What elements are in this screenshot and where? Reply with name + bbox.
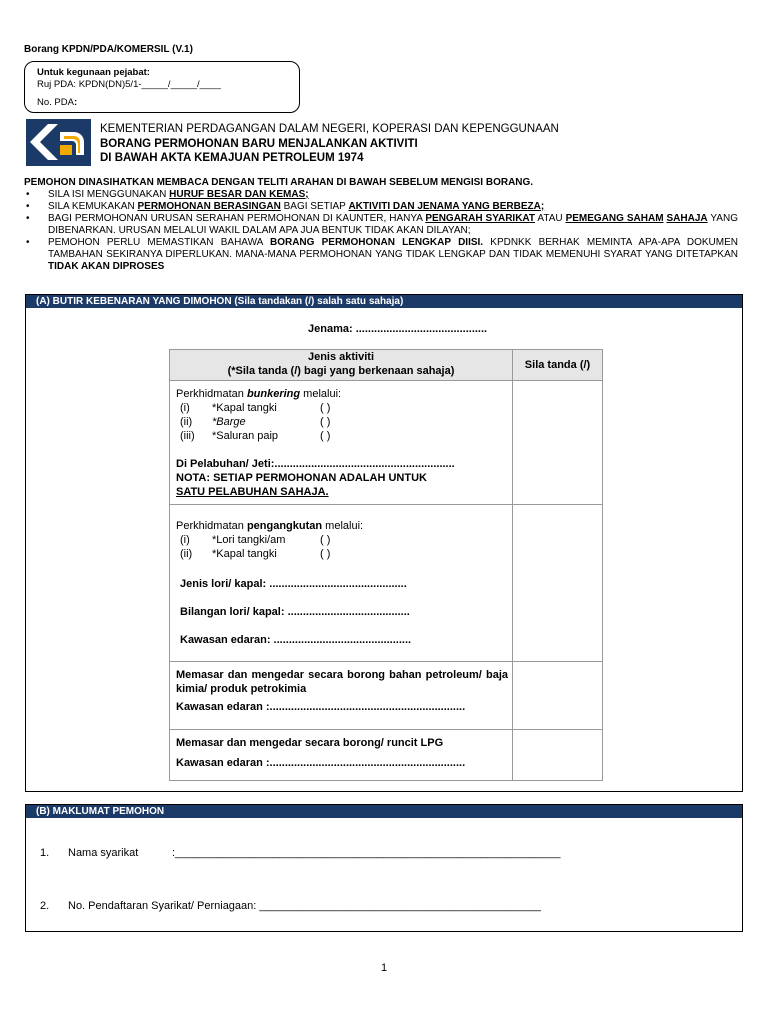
bullet-icon: • — [26, 189, 30, 200]
jenis-lori-field[interactable]: Jenis lori/ kapal: ............................................. — [180, 578, 407, 590]
instruction-text: SILA ISI MENGGUNAKAN — [48, 189, 170, 200]
instruction-item — [24, 189, 738, 201]
office-ref: Ruj PDA: KPDN(DN)5/1-_____/_____/____ — [37, 79, 221, 90]
jenama-field[interactable]: Jenama: ........................................... — [308, 323, 488, 335]
instructions — [24, 177, 738, 273]
option-row[interactable]: (ii) *Kapal tangki ( ) — [176, 547, 508, 561]
instruction-emphasis: TIDAK AKAN DIPROSES — [48, 261, 165, 272]
instruction-item — [24, 213, 738, 237]
petroleum-activity: Memasar dan mengedar secara borong bahan petroleum/ baja kimia/ produk petrokimia — [176, 669, 508, 695]
table-header-row — [170, 350, 603, 381]
office-use-box — [24, 61, 300, 113]
lpg-cell — [170, 730, 513, 781]
instruction-emphasis: HURUF BESAR DAN KEMAS; — [169, 189, 309, 200]
nama-syarikat-label: Nama syarikat — [68, 847, 139, 859]
tick-box: ( ) — [320, 416, 331, 428]
bullet-icon: • — [26, 237, 30, 248]
tick-box: ( ) — [320, 430, 331, 442]
kawasan-edaran-field[interactable]: Kawasan edaran :................................................................ — [176, 757, 466, 769]
no-pendaftaran-field[interactable]: No. Pendaftaran Syarikat/ Perniagaan: ______________________________________________ — [68, 900, 541, 912]
document-header — [100, 122, 559, 166]
instruction-emphasis: PENGARAH SYARIKAT — [425, 213, 536, 224]
instruction-item — [24, 201, 738, 213]
instruction-emphasis: SAHAJA — [666, 213, 708, 224]
bunkering-cell — [170, 381, 513, 505]
petroleum-cell — [170, 662, 513, 730]
nota-line: SATU PELABUHAN SAHAJA. — [176, 486, 329, 498]
pelabuhan-field[interactable]: Di Pelabuhan/ Jeti:........................................................... — [176, 458, 455, 470]
section-a-title: (A) BUTIR KEBENARAN YANG DIMOHON (Sila tandakan (/) salah satu sahaja) — [26, 295, 742, 308]
tick-cell[interactable] — [513, 730, 603, 781]
tick-box: ( ) — [320, 534, 331, 546]
tick-box: ( ) — [320, 402, 331, 414]
item-number: 2. — [40, 900, 50, 912]
instruction-list — [24, 189, 738, 273]
option-row[interactable]: (ii) *Barge ( ) — [176, 415, 508, 429]
page-number: 1 — [380, 962, 388, 974]
instruction-text: BAGI PERMOHONAN URUSAN SERAHAN PERMOHONAN DI KAUNTER, HANYA — [48, 213, 426, 224]
table-row — [170, 381, 603, 505]
activity-column-header — [170, 350, 513, 381]
ministry-logo-icon — [26, 119, 91, 166]
pengangkutan-cell — [170, 505, 513, 662]
instruction-emphasis: PERMOHONAN BERASINGAN — [137, 201, 281, 212]
bilangan-lori-field[interactable]: Bilangan lori/ kapal: ........................................ — [180, 606, 410, 618]
office-use-heading: Untuk kegunaan pejabat: — [37, 67, 150, 78]
tick-cell[interactable] — [513, 505, 603, 662]
bunkering-intro: Perkhidmatan bunkering melalui: — [176, 388, 342, 400]
instruction-text: PEMOHON PERLU MEMASTIKAN BAHAWA — [48, 237, 270, 248]
instruction-text: BAGI SETIAP — [280, 201, 349, 212]
instruction-emphasis: AKTIVITI DAN JENAMA YANG BERBEZA; — [348, 201, 545, 212]
column-header-line: Jenis aktiviti — [307, 351, 375, 363]
tick-column-header: Sila tanda (/) — [513, 350, 603, 381]
instruction-text: YANG DIBENARKAN. URUSAN MELALUI WAKIL DALAM APA JUA BENTUK TIDAK AKAN DILAYAN; — [48, 213, 738, 236]
kawasan-edaran-field[interactable]: Kawasan edaran: ............................................. — [180, 634, 412, 646]
instruction-emphasis: PEMEGANG SAHAM — [565, 213, 664, 224]
lpg-activity: Memasar dan mengedar secara borong/ runcit LPG — [176, 737, 444, 749]
no-pda-row — [37, 97, 287, 109]
section-b-title: (B) MAKLUMAT PEMOHON — [26, 805, 742, 818]
bullet-icon: • — [26, 213, 30, 224]
bullet-icon: • — [26, 201, 30, 212]
nama-syarikat-field[interactable]: :_______________________________________________________________ — [172, 847, 561, 859]
instruction-text: SILA KEMUKAKAN — [48, 201, 138, 212]
ministry-name: KEMENTERIAN PERDAGANGAN DALAM NEGERI, KOPERASI DAN KEPENGGUNAAN — [100, 123, 559, 135]
tick-box: ( ) — [320, 548, 331, 560]
option-row[interactable]: (iii) *Saluran paip ( ) — [176, 429, 508, 443]
instruction-emphasis: BORANG PERMOHONAN LENGKAP DIISI. — [269, 237, 484, 248]
no-pda-colon: : — [73, 97, 78, 108]
option-row[interactable]: (i) *Lori tangki/am ( ) — [176, 533, 508, 547]
instruction-text: ATAU — [535, 213, 566, 224]
table-row — [170, 505, 603, 662]
kawasan-edaran-field[interactable]: Kawasan edaran :................................................................ — [176, 701, 466, 713]
item-number: 1. — [40, 847, 50, 859]
tick-cell[interactable] — [513, 381, 603, 505]
form-code: Borang KPDN/PDA/KOMERSIL (V.1) — [24, 44, 193, 55]
form-subtitle: DI BAWAH AKTA KEMAJUAN PETROLEUM 1974 — [100, 152, 364, 164]
no-pda-label: No. PDA — [37, 97, 74, 108]
option-row[interactable]: (i) *Kapal tangki ( ) — [176, 401, 508, 415]
nota-line: NOTA: SETIAP PERMOHONAN ADALAH UNTUK — [176, 472, 427, 484]
section-a — [25, 294, 743, 792]
instruction-item — [24, 237, 738, 273]
column-header-line: (*Sila tanda (/) bagi yang berkenaan sahaja) — [227, 365, 455, 377]
table-row — [170, 662, 603, 730]
section-b — [25, 804, 743, 932]
instruction-text: KPDNKK BERHAK MEMINTA APA-APA DOKUMEN TAMBAHAN SEKIRANYA DIPERLUKAN. MANA-MANA PERMOHONAN YANG TIDAK LENGKAP DAN TIDAK MEMENUHI SYARAT YANG DITETAPKAN — [48, 237, 739, 260]
activity-table — [169, 349, 603, 781]
tick-cell[interactable] — [513, 662, 603, 730]
pengangkutan-intro: Perkhidmatan pengangkutan melalui: — [176, 520, 364, 532]
form-title: BORANG PERMOHONAN BARU MENJALANKAN AKTIVITI — [100, 137, 418, 150]
instructions-lead: PEMOHON DINASIHATKAN MEMBACA DENGAN TELITI ARAHAN DI BAWAH SEBELUM MENGISI BORANG. — [24, 177, 534, 188]
table-row — [170, 730, 603, 781]
